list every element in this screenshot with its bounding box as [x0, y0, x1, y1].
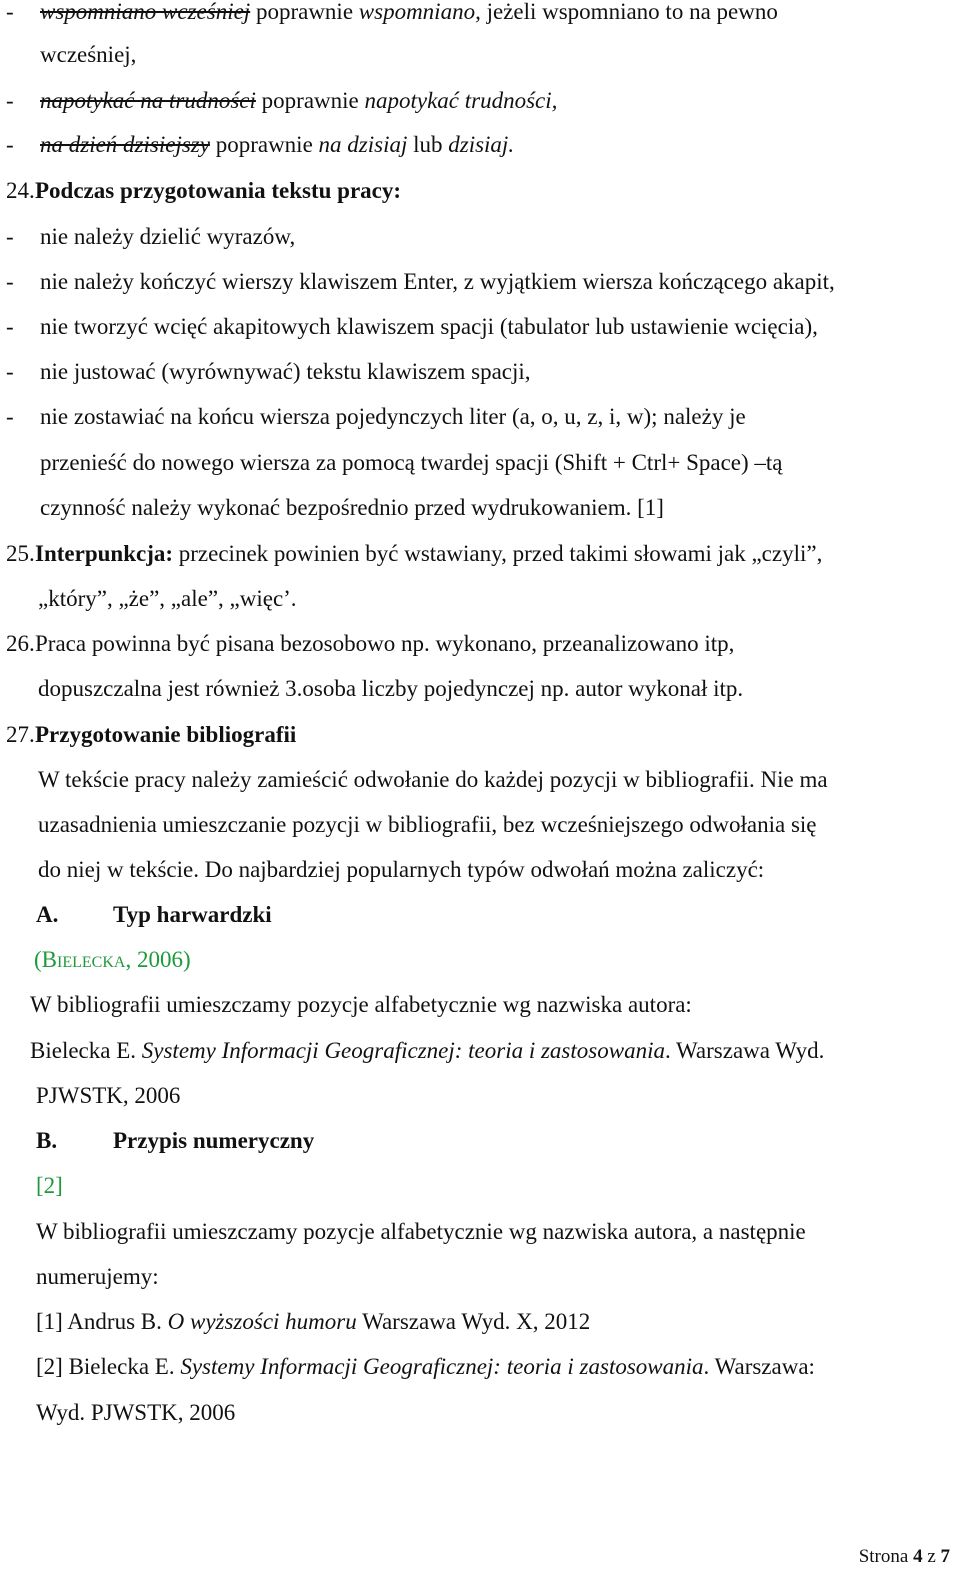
- section-title: Podczas przygotowania tekstu pracy:: [35, 178, 402, 203]
- section-heading: [0, 174, 960, 208]
- paragraph-line: W tekście pracy należy zamieścić odwołanie do każdej pozycji w bibliografii. Nie ma: [38, 767, 828, 792]
- list-item: - nie justować (wyrównywać) tekstu klawiszem spacji,: [0, 355, 960, 389]
- bibliography-entry: [2] Bielecka E. Systemy Informacji Geograficznej: teoria i zastosowania. Warszawa:: [36, 1354, 815, 1379]
- section-number: 26.: [6, 631, 35, 656]
- bibliography-entry-continuation: PJWSTK, 2006: [36, 1083, 181, 1108]
- subsection-title: Przypis numeryczny: [113, 1128, 315, 1153]
- paragraph-line: do niej w tekście. Do najbardziej popularnych typów odwołań można zaliczyć:: [38, 857, 765, 882]
- section-number: 24.: [6, 178, 35, 203]
- citation-example: (Bielecka, 2006): [34, 947, 191, 972]
- section-heading: [0, 718, 960, 752]
- subsection-letter: A.: [36, 902, 59, 927]
- section-title: Interpunkcja:: [35, 541, 174, 566]
- dash: -: [6, 132, 14, 157]
- page-total: 7: [940, 1546, 950, 1567]
- paragraph-line: dopuszczalna jest również 3.osoba liczby pojedynczej np. autor wykonał itp.: [38, 676, 744, 701]
- paragraph-line: W bibliografii umieszczamy pozycje alfabetycznie wg nazwiska autora:: [30, 992, 692, 1017]
- list-item: - wspomniano wcześniej poprawnie wspomniano, jeżeli wspomniano to na pewno: [0, 0, 960, 29]
- section-number: 27.: [6, 722, 35, 747]
- page-footer: Strona 4 z 7: [858, 1546, 950, 1567]
- list-item: - nie zostawiać na końcu wiersza pojedynczych liter (a, o, u, z, i, w); należy je: [0, 400, 960, 434]
- list-item-continuation: czynność należy wykonać bezpośrednio przed wydrukowaniem. [1]: [40, 495, 664, 520]
- section-paragraph: 25. Interpunkcja: przecinek powinien być wstawiany, przed takimi słowami jak „czyli”,: [0, 537, 960, 571]
- paragraph-line: W bibliografii umieszczamy pozycje alfabetycznie wg nazwiska autora, a następnie: [36, 1219, 806, 1244]
- list-item: - nie należy dzielić wyrazów,: [0, 220, 960, 254]
- paragraph-line: numerujemy:: [36, 1264, 159, 1289]
- subsection-heading: [0, 898, 960, 932]
- dash: -: [6, 224, 14, 249]
- dash: -: [6, 404, 14, 429]
- bibliography-entry: Bielecka E. Systemy Informacji Geograficznej: teoria i zastosowania. Warszawa Wyd.: [30, 1038, 825, 1063]
- dash: -: [6, 314, 14, 339]
- section-paragraph: 26. Praca powinna być pisana bezosobowo np. wykonano, przeanalizowano itp,: [0, 627, 960, 661]
- section-number: 25.: [6, 541, 35, 566]
- incorrect-phrase: wspomniano wcześniej: [40, 0, 251, 24]
- section-title: Przygotowanie bibliografii: [35, 722, 297, 747]
- dash: -: [6, 359, 14, 384]
- dash: -: [6, 269, 14, 294]
- paragraph-line: uzasadnienia umieszczanie pozycji w bibliografii, bez wcześniejszego odwołania się: [38, 812, 817, 837]
- citation-example: [2]: [36, 1173, 63, 1198]
- list-item-continuation: przenieść do nowego wiersza za pomocą twardej spacji (Shift + Ctrl+ Space) –tą: [40, 450, 783, 475]
- incorrect-phrase: napotykać na trudności: [40, 88, 256, 113]
- subsection-title: Typ harwardzki: [113, 902, 272, 927]
- subsection-heading: [0, 1124, 960, 1158]
- bibliography-entry: [1] Andrus B. O wyższości humoru Warszawa Wyd. X, 2012: [36, 1309, 591, 1334]
- page-number: 4: [913, 1546, 923, 1567]
- list-item: - napotykać na trudności poprawnie napotykać trudności,: [0, 84, 960, 118]
- incorrect-phrase: na dzień dzisiejszy: [40, 132, 210, 157]
- bibliography-entry-continuation: Wyd. PJWSTK, 2006: [36, 1400, 236, 1425]
- paragraph-line: „który”, „że”, „ale”, „więc’.: [38, 586, 297, 611]
- list-item-continuation: wcześniej,: [40, 42, 137, 67]
- subsection-letter: B.: [36, 1128, 58, 1153]
- list-item: - na dzień dzisiejszy poprawnie na dzisiaj lub dzisiaj.: [0, 128, 960, 162]
- list-item: - nie należy kończyć wierszy klawiszem Enter, z wyjątkiem wiersza kończącego akapit,: [0, 265, 960, 299]
- dash: -: [6, 0, 14, 24]
- dash: -: [6, 88, 14, 113]
- list-item: - nie tworzyć wcięć akapitowych klawiszem spacji (tabulator lub ustawienie wcięcia),: [0, 310, 960, 344]
